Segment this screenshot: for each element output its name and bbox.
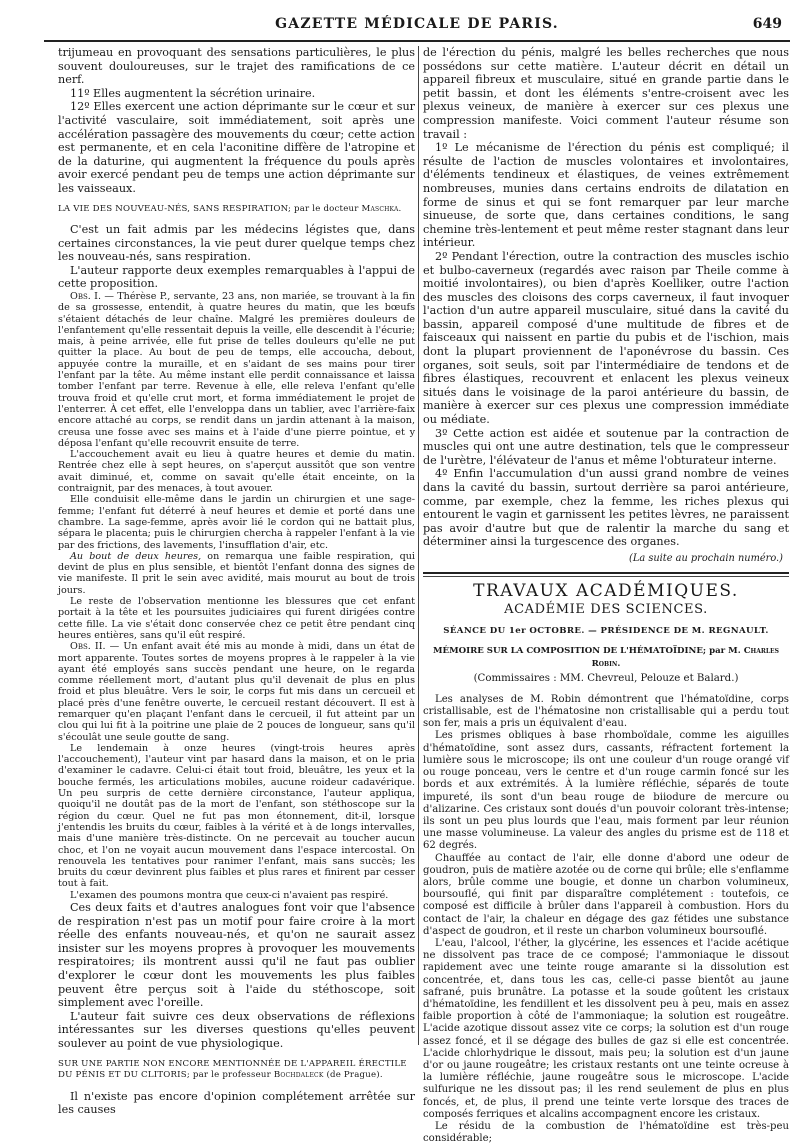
continued-note: (La suite au prochain numéro.) bbox=[629, 552, 783, 564]
section-title: LA VIE DES NOUVEAU-NÉS, SANS RESPIRATION; bbox=[58, 203, 292, 214]
memoire-heading bbox=[423, 645, 789, 671]
academie-heading: ACADÉMIE DES SCIENCES. bbox=[504, 601, 708, 617]
observation-text: — Un enfant avait été mis au monde à midi, dans un état de mort apparente. Toutes sortes de moyens propres à le rappeler à la vie ayant été employés sans succès pendant une heure, on le regarda comme réellement mort, d'autant plus qu'il devenait de plus en plus froid et plus bleuâtre. Vers le soir, le corps fut mis dans un cercueil et placé près d'une fenêtre ouverte, le cercueil restant découvert. Il est à remarquer qu'en plaçant l'enfant dans le cercueil, il fut atteint par un clou qui lui fit à la poitrine une plaie de 2 pouces de longueur, sans qu'il s'écoulât une seule goutte de sang. bbox=[58, 641, 415, 743]
paragraph: Les prismes obliques à base rhomboïdale, comme les aiguilles d'hématoïdine, sont assez durs, cassants, réfractent fortement la lumière sous le microscope; ils ont une couleur d'un rouge orangé vif ou rouge ponceau, vers le centre et d'un rouge carmin foncé sur les bords et aux extrémités. À la lumière réfléchie, séparés de toute impureté, ils sont d'un beau rouge de biiodure de mercure ou d'alizarine. Ces cristaux sont doués d'un pouvoir colorant très-intense; ils sont un peu plus lourds que l'eau, mais forment par leur réunion une masse volumineuse. La valeur des angles du prisme est de 118 et 62 degrés. bbox=[423, 730, 789, 852]
paragraph: Le résidu de la combustion de l'hématoïdine est très-peu considérable; bbox=[423, 1120, 789, 1145]
section-byline: par le professeur bbox=[192, 1070, 271, 1081]
section-heading-newborns bbox=[58, 204, 415, 216]
section-byline: par le docteur bbox=[294, 203, 359, 214]
running-header bbox=[44, 8, 790, 42]
journal-title: GAZETTE MÉDICALE DE PARIS. bbox=[275, 16, 559, 32]
section-author: Maschka. bbox=[361, 203, 402, 214]
italic-phrase: Au bout de deux heures, bbox=[70, 550, 202, 562]
paragraph: 4º Enfin l'accumulation d'un aussi grand nombre de veines dans la cavité du bassin, surtout derrière sa paroi antérieure, comme, par exemple, chez la femme, les riches plexus qui entourent le vagin et garnissent les petites lèvres, ne paraissent pas avoir d'autre but que de ralentir la marche du sang et déterminer ainsi la turgescence des organes. bbox=[423, 467, 789, 549]
observation-text: — Thérèse P., servante, 23 ans, non mariée, se trouvant à la fin de sa grossesse, entendit, à quatre heures du matin, que les bœufs s'étaient détachés de leur chaîne. Malgré les premières douleurs de l'enfantement qu'elle ressentait depuis la veille, elle descendit à l'écurie; mais, à peine arrivée, elle fut prise de telles douleurs qu'elle ne put quitter la place. Au bout de peu de temps, elle accoucha, debout, appuyée contre la muraille, et en s'aidant de ses mains pour tirer l'enfant par la tête. Au même instant elle perdit connaissance et laissa tomber l'enfant par terre. Revenue à elle, elle releva l'enfant qu'elle trouva froid et qu'elle crut mort, et forma immédiatement le projet de l'enterrer. À cet effet, elle l'enveloppa dans un tablier, avec l'arrière-faix encore attaché au corps, se rendit dans un jardin attenant à la maison, creusa une fosse avec ses mains et à l'aide d'une pierre pointue, et y déposa l'enfant qu'elle recouvrit ensuite de terre. bbox=[58, 291, 416, 449]
paragraph: L'examen des poumons montra que ceux-ci n'avaient pas respiré. bbox=[70, 889, 389, 901]
paragraph: Ces deux faits et d'autres analogues font voir que l'absence de respiration n'est pas un motif pour faire croire à la mort réelle des enfants nouveau-nés, et qu'on ne saurait assez insister sur les moyens propres à provoquer les mouvements respiratoires; ils montrent aussi qu'il ne faut pas oublier d'explorer le cœur dont les mouvements les plus faibles peuvent être perçus soit à l'aide du stéthoscope, soit simplement avec l'oreille. bbox=[58, 901, 415, 1010]
section-rule bbox=[423, 572, 789, 574]
paragraph: 12º Elles exercent une action déprimante sur le cœur et sur l'activité vasculaire, soit immédiatement, soit après une accélération passagère des mouvements du cœur; cette action est permanente, et en cela l'aconitine diffère de l'atropine et de la daturine, qui augmentent la fréquence du pouls après avoir exercé pendant peu de temps une action déprimante sur les vaisseaux. bbox=[58, 100, 415, 195]
left-column bbox=[58, 46, 416, 1117]
section-rule-thin bbox=[423, 576, 789, 577]
paragraph: Le lendemain à onze heures (vingt-trois heures après l'accouchement), l'auteur vint par hasard dans la maison, et on le pria d'examiner le cadavre. Celui-ci était tout froid, bleuâtre, les yeux et la bouche fermés, les articulations mobiles, aucune roideur cadavérique. Un peu surpris de cette dernière circonstance, l'auteur appliqua, quoiqu'il ne doutât pas de la mort de l'enfant, son stéthoscope sur la région du cœur. Quel ne fut pas mon étonnement, dit-il, lorsque j'entendis les bruits du cœur, faibles à la vérité et à de longs intervalles, mais d'une manière très-distincte. On ne percevait au toucher aucun choc, et l'on ne voyait aucun mouvement dans l'espace intercostal. On renouvela les tentatives pour ranimer l'enfant, mais sans succès; les bruits du cœur devinrent plus faibles et plus rares et finirent par cesser tout à fait. bbox=[58, 742, 415, 890]
observation-label: Obs. I. bbox=[70, 291, 102, 302]
column-divider bbox=[418, 46, 419, 1045]
paragraph-text: on remarqua une faible respiration, qui devint de plus en plus sensible, et bientôt l'enfant donna des signes de vie manifeste. Il prit le sein avec avidité, mais mourut au bout de trois jours. bbox=[58, 550, 415, 596]
section-title: SUR UNE PARTIE NON ENCORE MENTIONNÉE DE L'APPAREIL ÉRECTILE DU PÉNIS ET DU CLITORIS; bbox=[58, 1058, 407, 1081]
paragraph: trijumeau en provoquant des sensations particulières, le plus souvent douloureuses, sur le trajet des ramifications de ce nerf. bbox=[58, 46, 415, 87]
section-author-place: (de Prague). bbox=[326, 1070, 383, 1081]
observation-2 bbox=[58, 641, 415, 743]
paragraph: 2º Pendant l'érection, outre la contraction des muscles ischio et bulbo-caverneux (regardés avec raison par Theile comme à moitié involontaires), ou bien d'après Koelliker, outre l'action des muscles des cloisons des corps caverneux, il faut invoquer l'action d'un autre appareil musculaire, situé dans la cavité du bassin, appareil composé d'une multitude de fibres et de faisceaux qui naissent en partie du pubis et de l'ischion, mais dont la plupart proviennent de l'aponévrose du bassin. Ces organes, soit seuls, soit par l'intermédiaire de tendons et de fibres élastiques, recouvrent et enlacent les plexus veineux situés dans le voisinage de la paroi antérieure du bassin, de manière à exercer sur ces plexus une compression immédiate ou médiate. bbox=[423, 249, 789, 427]
paragraph: L'auteur fait suivre ces deux observations de réflexions intéressantes sur les diverses questions qu'elles peuvent soulever au point de vue physiologique. bbox=[58, 1009, 415, 1050]
paragraph: Le reste de l'observation mentionne les blessures que cet enfant portait à la tête et les poursuites judiciaires qui furent dirigées contre cette fille. La vie s'était donc conservée chez ce petit être pendant cinq heures entières, sans qu'il eût respiré. bbox=[58, 596, 415, 641]
right-column bbox=[423, 46, 789, 1145]
section-author: Bochdaleck bbox=[273, 1070, 324, 1081]
paragraph: Il n'existe pas encore d'opinion complétement arrêtée sur les causes bbox=[58, 1089, 415, 1117]
section-heading-erectile bbox=[58, 1059, 415, 1082]
paragraph: de l'érection du pénis, malgré les belles recherches que nous possédons sur cette matière. L'auteur décrit en détail un appareil fibreux et musculaire, situé en grande partie dans le petit bassin, et dont les éléments s'entre-croisent avec les plexus veineux, de manière à exercer sur ces plexus une compression manifeste. Voici comment l'auteur résume son travail : bbox=[423, 46, 789, 141]
paragraph: 3º Cette action est aidée et soutenue par la contraction de muscles qui ont une autre destination, tels que le compresseur de l'urètre, l'élévateur de l'anus et même l'obturateur interne. bbox=[423, 426, 789, 467]
page-number: 649 bbox=[752, 16, 782, 32]
paragraph: C'est un fait admis par les médecins légistes que, dans certaines circonstances, la vie peut durer quelque temps chez les nouveau-nés, sans respiration. bbox=[58, 223, 415, 264]
paragraph: 11º Elles augmentent la sécrétion urinaire. bbox=[70, 86, 316, 100]
memoire-byline: par M. bbox=[709, 646, 741, 657]
paragraph: 1º Le mécanisme de l'érection du pénis est compliqué; il résulte de l'action de muscles volontaires et involontaires, d'éléments tendineux et élastiques, de veines extrêmement nombreuses, munies dans certains endroits de dilatation en forme de sinus et qui se font remarquer par leur marche sinueuse, de sorte que, dans certaines conditions, le sang chemine très-lentement et peut même rester stagnant dans leur intérieur. bbox=[423, 141, 789, 250]
commissaires-line: (Commissaires : MM. Chevreul, Pelouze et Balard.) bbox=[473, 673, 739, 685]
paragraph: L'eau, l'alcool, l'éther, la glycérine, les essences et l'acide acétique ne dissolvent pas trace de ce composé; l'ammoniaque le dissout rapidement avec une teinte rouge amarante si la dissolution est concentrée, et, dans tous les cas, celle-ci passe bientôt au jaune safrané, puis brunâtre. La potasse et la soude goûtent les cristaux d'hématoïdine, les fendillent et les dissolvent peu à peu, mais en assez faible proportion à côté de l'ammoniaque; la solution est rougeâtre. L'acide azotique dissout assez vite ce corps; la solution est d'un rouge assez foncé, et il se dégage des bulles de gaz si elle est concentrée. L'acide chlorhydrique le dissout, mais peu; la solution est d'un jaune d'or ou jaune rougeâtre; les cristaux restants ont une teinte ocreuse à la lumière réfléchie, jaune rougeâtre sous le microscope. L'acide sulfurique ne les dissout pas; il les rend seulement de plus en plus foncés, et, de plus, il prend une teinte verte lorsque des traces de composés ferriques et alcalins accompagnent encore les cristaux. bbox=[423, 937, 789, 1120]
paragraph: Les analyses de M. Robin démontrent que l'hématoïdine, corps cristallisable, est de l'hématosine non cristallisable qui a perdu tout son fer, mais a pris un équivalent d'eau. bbox=[423, 693, 789, 730]
observation-1 bbox=[58, 291, 415, 449]
seance-heading: SÉANCE DU 1er OCTOBRE. — PRÉSIDENCE DE M. REGNAULT. bbox=[443, 625, 769, 636]
paragraph bbox=[58, 551, 415, 596]
paragraph: Chauffée au contact de l'air, elle donne d'abord une odeur de goudron, puis de matière azotée ou de corne qui brûle; elle s'enflamme alors, brûle comme une bougie, et donne un charbon volumineux, boursouflé, qui finit par disparaître complétement : toutefois, ce composé est difficile à brûler dans l'appareil à combustion. Hors du contact de l'air, la chaleur en dégage des gaz fétides une substance d'aspect de goudron, et il reste un charbon volumineux boursouflé. bbox=[423, 852, 789, 937]
travaux-heading: TRAVAUX ACADÉMIQUES. bbox=[473, 580, 739, 601]
memoire-title: MÉMOIRE SUR LA COMPOSITION DE L'HÉMATOÏDINE; bbox=[433, 646, 707, 657]
paragraph: L'accouchement avait eu lieu à quatre heures et demie du matin. Rentrée chez elle à sept heures, on s'aperçut aussitôt que son ventre avait diminué, et, comme on savait qu'elle était enceinte, on la contraignit, par des menaces, à tout avouer. bbox=[58, 449, 415, 495]
memoire-author: Charles Robin. bbox=[591, 646, 779, 670]
paragraph: Elle conduisit elle-même dans le jardin un chirurgien et une sage-femme; l'enfant fut déterré à neuf heures et demie et porté dans une chambre. La sage-femme, après avoir lié le cordon qui ne battait plus, sépara le placenta; puis le chirurgien chercha à rappeler l'enfant à la vie par des frictions, des lavements, l'insufflation d'air, etc. bbox=[58, 494, 415, 551]
paragraph: L'auteur rapporte deux exemples remarquables à l'appui de cette proposition. bbox=[58, 263, 415, 291]
observation-label: Obs. II. bbox=[70, 641, 106, 653]
